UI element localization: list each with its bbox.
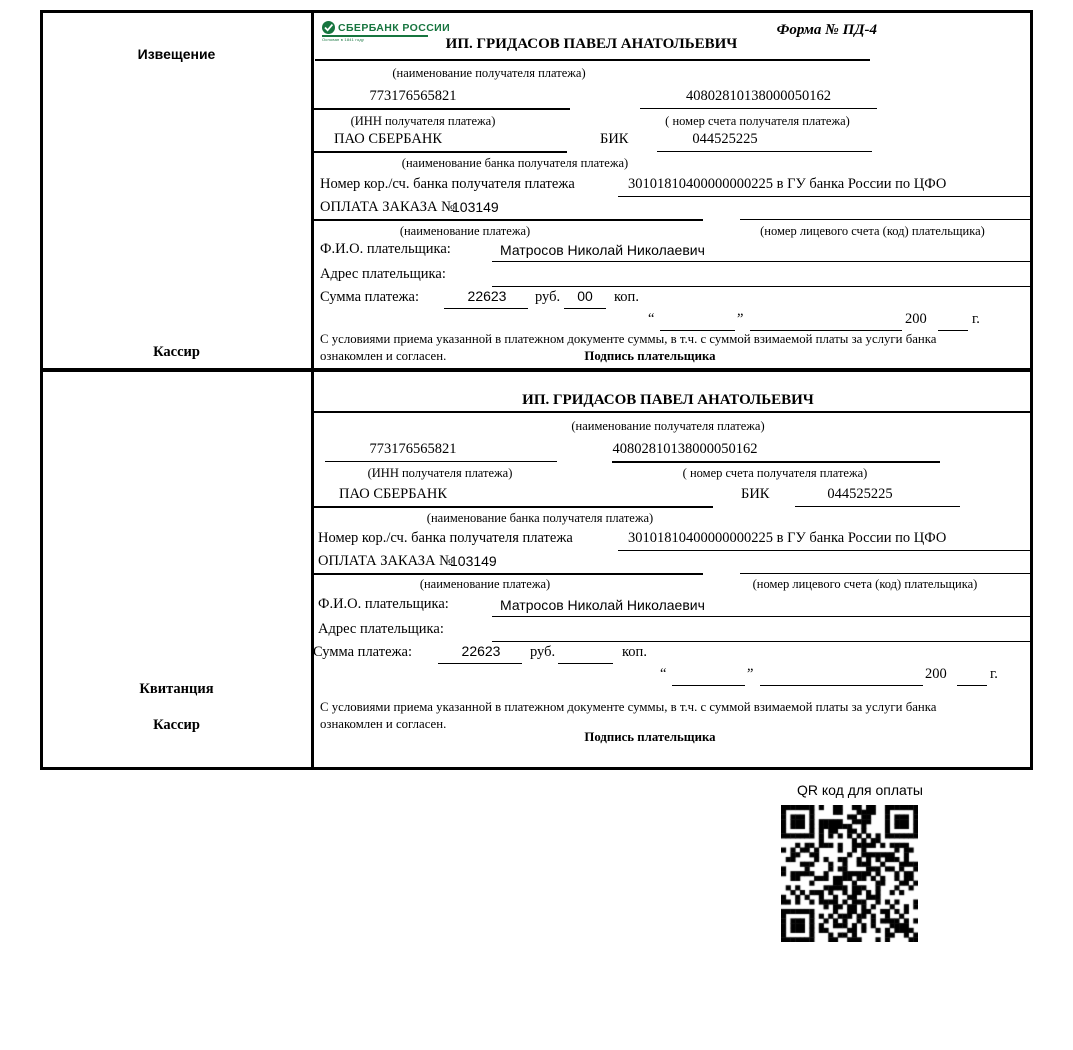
s2-amount-rub: 22623 <box>461 643 501 659</box>
s1-bank-value: ПАО СБЕРБАНК <box>334 131 442 147</box>
s2-address-label: Адрес плательщика: <box>318 621 444 637</box>
s1-agreement-line2: ознакомлен и согласен. <box>320 349 447 363</box>
s1-year: 200 <box>905 311 927 327</box>
s2-bank-value: ПАО СБЕРБАНК <box>339 486 447 502</box>
s2-personal-account-underline <box>740 573 1030 574</box>
s2-order-number: 103149 <box>450 553 497 569</box>
s1-payment-underline <box>313 219 703 221</box>
s1-recipient-hint: (наименование получателя платежа) <box>392 66 586 80</box>
s1-fio-underline <box>492 261 1030 262</box>
s2-amount-underline <box>438 663 522 664</box>
s1-amount-kop: 00 <box>577 288 593 304</box>
s2-corr-underline <box>618 550 1030 551</box>
s1-bank-hint: (наименование банка получателя платежа) <box>401 156 629 170</box>
s1-amount-underline <box>444 308 528 309</box>
s2-quote-open: “ <box>660 666 667 682</box>
s1-bik-value: 044525225 <box>692 131 758 147</box>
s1-fio-label: Ф.И.О. плательщика: <box>320 241 451 257</box>
logo-tagline: Основан в 1841 году <box>322 36 365 42</box>
s1-corr-value: 30101810400000000225 в ГУ банка России по ЦФО <box>628 176 947 192</box>
s2-day-underline <box>672 685 745 686</box>
s1-amount-rub: 22623 <box>467 288 507 304</box>
s1-inn-hint: (ИНН получателя платежа) <box>350 114 496 128</box>
s2-address-underline <box>492 641 1030 642</box>
s2-payment-hint: (наименование платежа) <box>419 577 551 591</box>
s2-rub-label: руб. <box>530 644 556 660</box>
s1-bik-label: БИК <box>600 131 629 147</box>
qr-code <box>781 805 918 942</box>
s2-inn-underline <box>325 461 557 462</box>
s1-rub-label: руб. <box>535 289 561 305</box>
s1-quote-close: ” <box>737 311 744 327</box>
s1-kop-underline <box>564 308 606 309</box>
s2-signature-label: Подпись плательщика <box>584 730 716 744</box>
s2-fio-underline <box>492 616 1030 617</box>
s1-sum-label: Сумма платежа: <box>320 289 419 305</box>
s2-bik-underline <box>795 506 960 507</box>
s2-recipient-hint: (наименование получателя платежа) <box>571 419 765 433</box>
s1-day-underline <box>660 330 735 331</box>
qr-label: QR код для оплаты <box>796 782 923 798</box>
s1-signature-label: Подпись плательщика <box>584 349 716 363</box>
s1-corr-label: Номер кор./сч. банка получателя платежа <box>320 176 575 192</box>
s1-month-underline <box>750 330 902 331</box>
s1-inn-underline <box>313 108 570 110</box>
s1-corr-underline <box>618 196 1030 197</box>
s2-payment-name: ОПЛАТА ЗАКАЗА № <box>318 553 453 569</box>
s1-address-underline <box>492 286 1030 287</box>
s2-month-underline <box>760 685 923 686</box>
s2-cashier-label: Кассир <box>153 717 200 733</box>
s1-payer-value: Матросов Николай Николаевич <box>500 242 705 258</box>
s2-kop-underline <box>558 663 613 664</box>
s2-agreement-line1: С условиями приема указанной в платежном документе суммы, в т.ч. с суммой взимаемой платы за услуги банка <box>320 700 937 714</box>
s1-account-underline <box>640 108 877 109</box>
s2-inn-value: 773176565821 <box>369 441 457 457</box>
s1-address-label: Адрес плательщика: <box>320 266 446 282</box>
s1-account-value: 40802810138000050162 <box>686 88 831 104</box>
s1-cashier-label: Кассир <box>153 344 200 360</box>
s2-account-underline <box>612 461 940 463</box>
sberbank-logo-text: СБЕРБАНК РОССИИ <box>338 21 451 34</box>
s1-bank-underline <box>313 151 567 153</box>
s2-bank-hint: (наименование банка получателя платежа) <box>426 511 654 525</box>
s1-personal-account-underline <box>740 219 1030 220</box>
s2-bik-label: БИК <box>741 486 770 502</box>
s1-stub-label: Извещение <box>137 46 216 62</box>
s2-recipient-underline <box>313 411 1030 413</box>
s2-recipient-name: ИП. ГРИДАСОВ ПАВЕЛ АНАТОЛЬЕВИЧ <box>522 392 814 408</box>
s1-payment-name: ОПЛАТА ЗАКАЗА № <box>320 199 455 215</box>
s2-corr-value: 30101810400000000225 в ГУ банка России по ЦФО <box>628 530 947 546</box>
s2-account-hint: ( номер счета получателя платежа) <box>682 466 868 480</box>
s1-personal-account-hint: (номер лицевого счета (код) плательщика) <box>760 224 985 238</box>
s1-recipient-underline <box>315 59 870 61</box>
s2-agreement-line2: ознакомлен и согласен. <box>320 717 447 731</box>
s1-kop-label: коп. <box>614 289 639 305</box>
s1-bik-underline <box>657 151 872 152</box>
s1-order-number: 103149 <box>452 199 499 215</box>
s1-year-suffix: г. <box>972 311 980 327</box>
section-divider <box>40 368 1033 372</box>
s2-payer-value: Матросов Николай Николаевич <box>500 597 705 613</box>
s1-quote-open: “ <box>648 311 655 327</box>
s2-payment-underline <box>313 573 703 575</box>
s1-agreement-line1: С условиями приема указанной в платежном документе суммы, в т.ч. с суммой взимаемой платы за услуги банка <box>320 332 937 346</box>
s2-kop-label: коп. <box>622 644 647 660</box>
s2-quote-close: ” <box>747 666 754 682</box>
s1-form-code: Форма № ПД-4 <box>776 22 877 38</box>
s1-payment-hint: (наименование платежа) <box>399 224 531 238</box>
s2-year: 200 <box>925 666 947 682</box>
s1-recipient-name: ИП. ГРИДАСОВ ПАВЕЛ АНАТОЛЬЕВИЧ <box>445 36 738 52</box>
s2-bik-value: 044525225 <box>827 486 893 502</box>
s2-corr-label: Номер кор./сч. банка получателя платежа <box>318 530 573 546</box>
s1-inn-value: 773176565821 <box>369 88 457 104</box>
s2-personal-account-hint: (номер лицевого счета (код) плательщика) <box>752 577 978 591</box>
s1-year-underline <box>938 330 968 331</box>
sberbank-logo-icon <box>322 21 335 34</box>
s2-inn-hint: (ИНН получателя платежа) <box>367 466 513 480</box>
s2-sum-label: Сумма платежа: <box>313 644 412 660</box>
s2-account-value: 40802810138000050162 <box>612 441 758 457</box>
s2-year-suffix: г. <box>990 666 998 682</box>
s2-stub-label: Квитанция <box>139 681 214 697</box>
s2-fio-label: Ф.И.О. плательщика: <box>318 596 449 612</box>
s2-bank-underline <box>313 506 713 508</box>
s2-year-underline <box>957 685 987 686</box>
s1-account-hint: ( номер счета получателя платежа) <box>665 114 850 128</box>
